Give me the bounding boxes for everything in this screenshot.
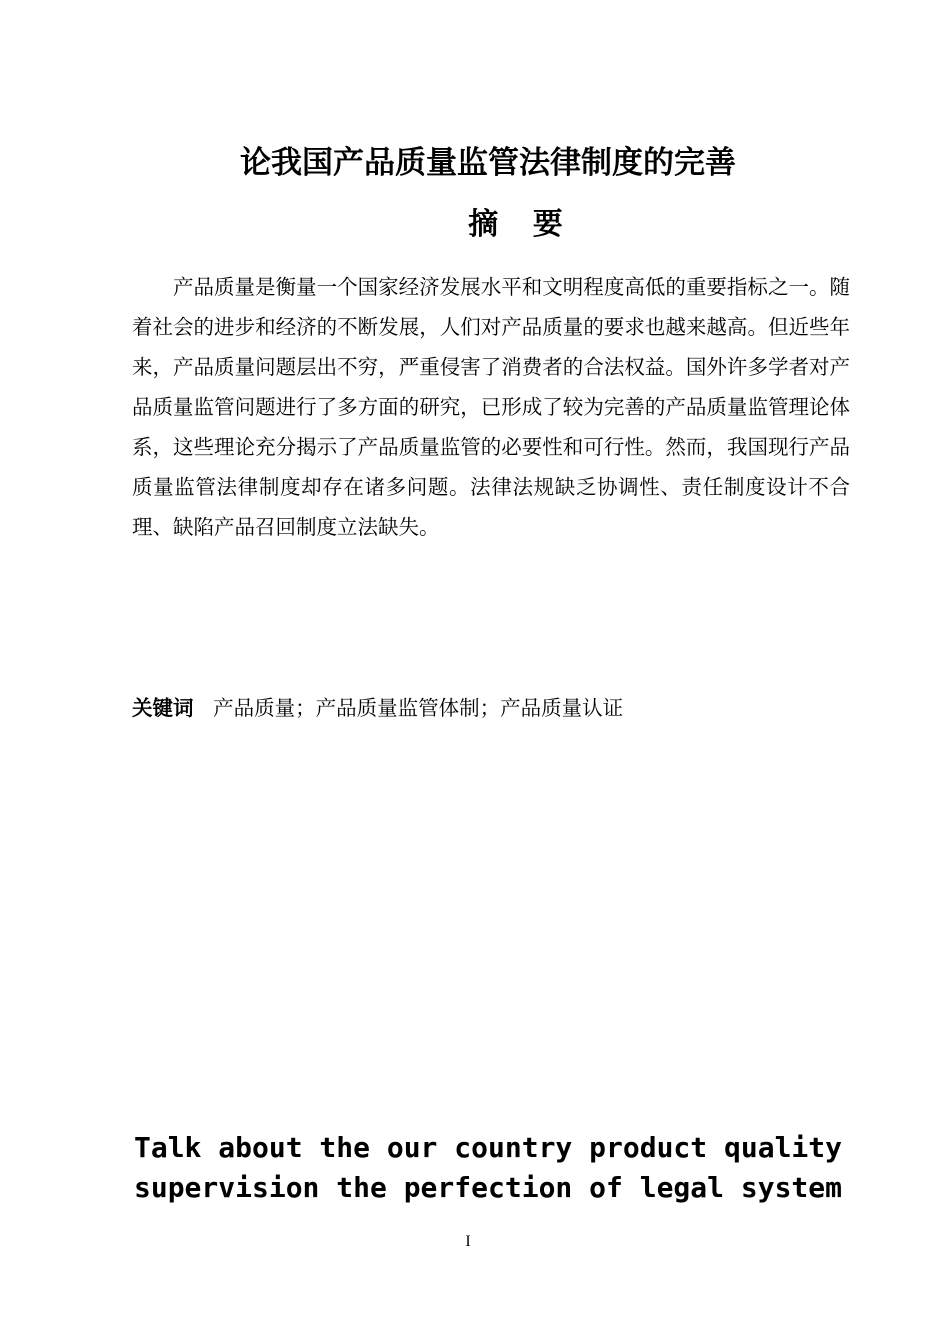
english-title-line-1: Talk about the our country product quality — [133, 1131, 842, 1164]
abstract-heading: 摘 要 — [468, 207, 575, 242]
keywords-label: 关键词 — [132, 696, 194, 720]
keywords-spacer — [200, 696, 207, 720]
abstract-body: 产品质量是衡量一个国家经济发展水平和文明程度高低的重要指标之一。随着社会的进步和经济的不断发展，人们对产品质量的要求也越来越高。但近些年来，产品质量问题层出不穷，严重侵害了消费者的合法权益。国外许多学者对产品质量监管问题进行了多方面的研究，已形成了较为完善的产品质量监管理论体系，这些理论充分揭示了产品质量监管的必要性和可行性。然而，我国现行产品质量监管法律制度却存在诸多问题。法律法规缺乏协调性、责任制度设计不合理、缺陷产品召回制度立法缺失。 — [132, 275, 850, 539]
english-title-line-2: supervision the perfection of legal system — [133, 1171, 842, 1204]
keywords-text: 产品质量；产品质量监管体制；产品质量认证 — [213, 696, 624, 720]
keywords-line — [132, 688, 850, 728]
document-title: 论我国产品质量监管法律制度的完善 — [240, 145, 736, 181]
english-title — [0, 1128, 950, 1208]
page-number: I — [465, 1233, 471, 1250]
